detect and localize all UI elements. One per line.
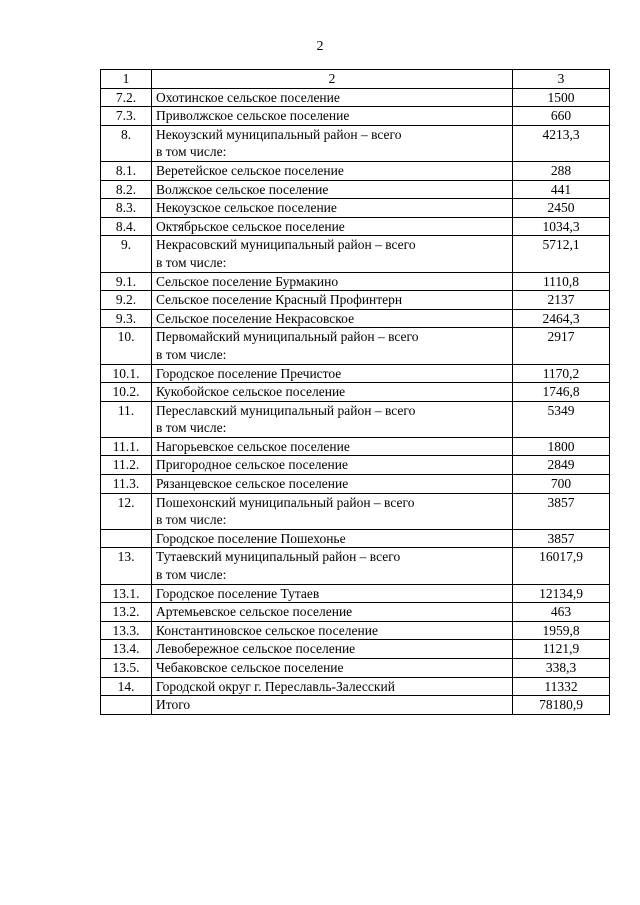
row-value: 2917 <box>513 328 610 364</box>
row-name-line: Кукобойское сельское поселение <box>156 384 346 400</box>
row-name-line: Приволжское сельское поселение <box>156 108 350 124</box>
row-number: 8.4. <box>101 217 152 236</box>
row-name-line: Некоузский муниципальный район – всего <box>156 126 402 142</box>
row-number: 8.2. <box>101 180 152 199</box>
row-value: 3857 <box>513 529 610 548</box>
row-name-line: в том числе: <box>156 420 227 436</box>
row-name-line: Октябрьское сельское поселение <box>156 218 345 234</box>
row-name <box>152 677 513 696</box>
table-row <box>101 383 610 402</box>
row-name <box>152 603 513 622</box>
table-row <box>101 309 610 328</box>
row-value: 1800 <box>513 437 610 456</box>
table-row <box>101 291 610 310</box>
row-name-line: Городское поселение Тутаев <box>156 585 320 601</box>
row-name <box>152 456 513 475</box>
row-number: 11. <box>101 401 152 437</box>
row-name-line: Левобережное сельское поселение <box>156 641 356 657</box>
row-value: 1746,8 <box>513 383 610 402</box>
table-row <box>101 493 610 529</box>
row-name <box>152 529 513 548</box>
row-value: 463 <box>513 603 610 622</box>
row-name-line: Нагорьевское сельское поселение <box>156 438 350 454</box>
row-name <box>152 364 513 383</box>
row-name-line: в том числе: <box>156 346 227 362</box>
table-row <box>101 180 610 199</box>
row-name-line: в том числе: <box>156 144 227 160</box>
table-row <box>101 548 610 584</box>
row-name-line: Некоузское сельское поселение <box>156 200 337 216</box>
row-name <box>152 621 513 640</box>
row-number: 9. <box>101 236 152 272</box>
row-name <box>152 180 513 199</box>
table-row <box>101 640 610 659</box>
table-row <box>101 236 610 272</box>
table-row <box>101 88 610 107</box>
row-name <box>152 199 513 218</box>
row-number: 10.1. <box>101 364 152 383</box>
row-name-line: Рязанцевское сельское поселение <box>156 476 349 492</box>
row-name-line: Пошехонский муниципальный район – всего <box>156 494 415 510</box>
row-name <box>152 696 513 715</box>
row-value: 3857 <box>513 493 610 529</box>
row-number: 8. <box>101 125 152 161</box>
row-name-line: Городской округ г. Переславль-Залесский <box>156 678 395 694</box>
row-value: 2450 <box>513 199 610 218</box>
table-row <box>101 364 610 383</box>
row-number: 13.5. <box>101 659 152 678</box>
row-name <box>152 548 513 584</box>
row-number: 11.2. <box>101 456 152 475</box>
row-value: 2849 <box>513 456 610 475</box>
row-name-line: Чебаковское сельское поселение <box>156 660 344 675</box>
table-body <box>101 70 610 715</box>
row-value: 78180,9 <box>513 696 610 715</box>
row-value: 5349 <box>513 401 610 437</box>
table-row <box>101 475 610 494</box>
row-number <box>101 529 152 548</box>
row-number: 13.4. <box>101 640 152 659</box>
row-name-line: Артемьевское сельское поселение <box>156 604 353 620</box>
table-row <box>101 272 610 291</box>
row-name-line: в том числе: <box>156 567 227 583</box>
row-name-line: Тутаевский муниципальный район – всего <box>156 549 401 565</box>
table-row <box>101 401 610 437</box>
row-value: 700 <box>513 475 610 494</box>
row-name <box>152 291 513 310</box>
row-name-line: в том числе: <box>156 512 227 528</box>
table-row <box>101 696 610 715</box>
row-name <box>152 437 513 456</box>
row-name-line: Пригородное сельское поселение <box>156 457 348 473</box>
row-name-line: Итого <box>156 697 191 713</box>
row-value: 441 <box>513 180 610 199</box>
row-number <box>101 696 152 715</box>
row-value: 338,3 <box>513 659 610 678</box>
row-number: 9.3. <box>101 309 152 328</box>
row-value: 5712,1 <box>513 236 610 272</box>
row-number: 7.3. <box>101 107 152 126</box>
row-name <box>152 584 513 603</box>
row-number: 13.2. <box>101 603 152 622</box>
row-number: 8.1. <box>101 161 152 180</box>
table-row <box>101 217 610 236</box>
table-row <box>101 437 610 456</box>
table-row <box>101 328 610 364</box>
row-name <box>152 401 513 437</box>
row-name-line: Веретейское сельское поселение <box>156 162 344 178</box>
table-header-row <box>101 70 610 89</box>
row-name-line: Сельское поселение Бурмакино <box>156 273 339 289</box>
row-number: 11.1. <box>101 437 152 456</box>
table-row <box>101 659 610 678</box>
row-value: 1959,8 <box>513 621 610 640</box>
page-number: 2 <box>316 39 324 54</box>
row-value: 12134,9 <box>513 584 610 603</box>
row-name <box>152 161 513 180</box>
row-value: 4213,3 <box>513 125 610 161</box>
row-number: 8.3. <box>101 199 152 218</box>
row-number: 7.2. <box>101 88 152 107</box>
row-name <box>152 88 513 107</box>
row-value: 1500 <box>513 88 610 107</box>
row-value: 288 <box>513 161 610 180</box>
row-name <box>152 383 513 402</box>
row-name-line: Городское поселение Пречистое <box>156 365 342 381</box>
row-name <box>152 659 513 678</box>
row-name <box>152 107 513 126</box>
row-value: 1034,3 <box>513 217 610 236</box>
table-row <box>101 621 610 640</box>
table-row <box>101 603 610 622</box>
row-value: 660 <box>513 107 610 126</box>
header-col-2: 2 <box>152 70 513 89</box>
row-name-line: Сельское поселение Некрасовское <box>156 310 355 326</box>
row-name-line: Переславский муниципальный район – всего <box>156 402 416 418</box>
row-number: 12. <box>101 493 152 529</box>
row-name <box>152 125 513 161</box>
row-number: 10.2. <box>101 383 152 402</box>
row-name-line: Городское поселение Пошехонье <box>156 530 346 546</box>
row-name-line: Сельское поселение Красный Профинтерн <box>156 292 403 308</box>
allocation-table <box>100 69 610 715</box>
row-name <box>152 640 513 659</box>
row-number: 14. <box>101 677 152 696</box>
row-name-line: в том числе: <box>156 254 227 270</box>
row-name <box>152 493 513 529</box>
table-row <box>101 584 610 603</box>
table-row <box>101 529 610 548</box>
row-value: 1121,9 <box>513 640 610 659</box>
row-name <box>152 272 513 291</box>
row-number: 9.1. <box>101 272 152 291</box>
row-number: 11.3. <box>101 475 152 494</box>
row-number: 13.3. <box>101 621 152 640</box>
row-number: 13.1. <box>101 584 152 603</box>
header-col-3: 3 <box>513 70 610 89</box>
row-value: 1110,8 <box>513 272 610 291</box>
table-row <box>101 677 610 696</box>
row-value: 11332 <box>513 677 610 696</box>
row-value: 1170,2 <box>513 364 610 383</box>
row-number: 10. <box>101 328 152 364</box>
row-number: 13. <box>101 548 152 584</box>
header-col-1: 1 <box>101 70 152 89</box>
row-name <box>152 236 513 272</box>
table-row <box>101 199 610 218</box>
row-name-line: Первомайский муниципальный район – всего <box>156 329 419 345</box>
row-value: 2464,3 <box>513 309 610 328</box>
table-row <box>101 107 610 126</box>
table-row <box>101 125 610 161</box>
row-name <box>152 217 513 236</box>
row-value: 16017,9 <box>513 548 610 584</box>
row-name-line: Константиновское сельское поселение <box>156 622 378 638</box>
row-name-line: Волжское сельское поселение <box>156 181 329 197</box>
row-name <box>152 328 513 364</box>
row-name-line: Некрасовский муниципальный район – всего <box>156 237 416 253</box>
row-number: 9.2. <box>101 291 152 310</box>
row-name <box>152 475 513 494</box>
row-name <box>152 309 513 328</box>
row-value: 2137 <box>513 291 610 310</box>
table-row <box>101 161 610 180</box>
row-name-line: Охотинское сельское поселение <box>156 89 340 105</box>
table-row <box>101 456 610 475</box>
